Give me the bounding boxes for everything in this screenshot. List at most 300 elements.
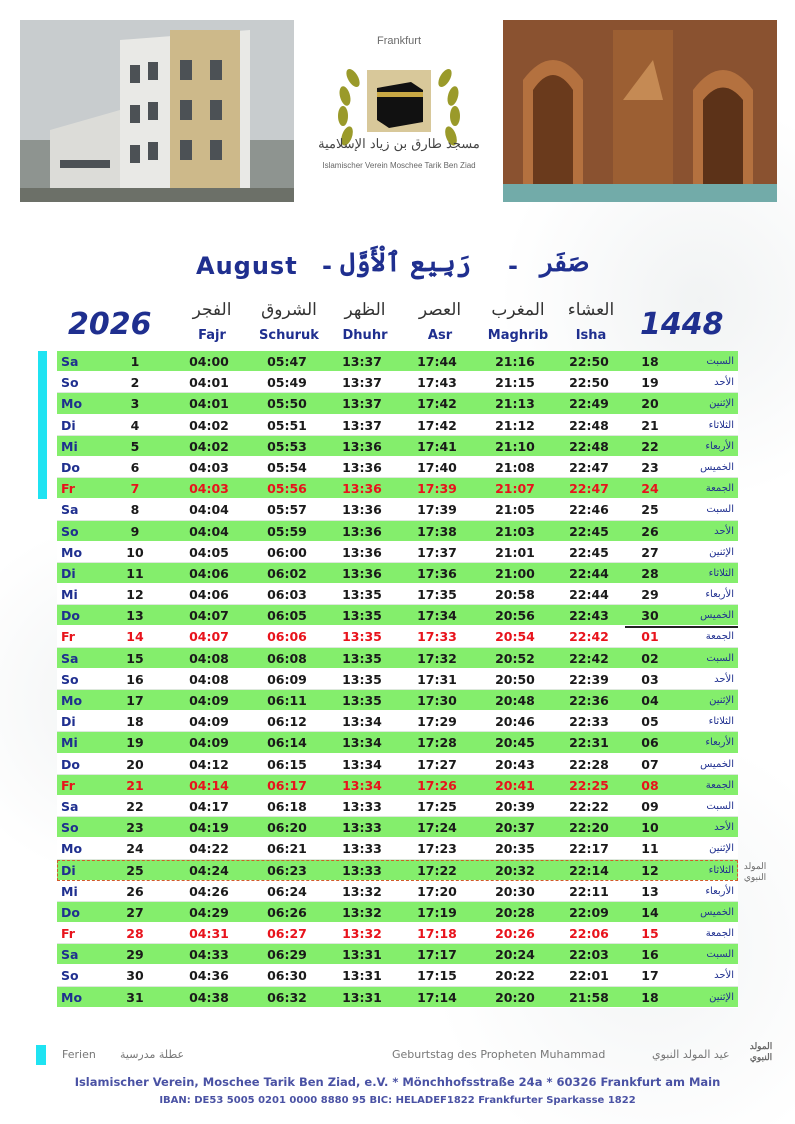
table-row bbox=[57, 457, 738, 478]
hijri-day-cell: 26 bbox=[641, 523, 659, 539]
day-cell: 20 bbox=[126, 756, 144, 772]
arabic-weekday-cell: الإثنين bbox=[709, 991, 734, 1003]
shur-cell: 05:53 bbox=[267, 438, 307, 454]
isha-cell: 22:46 bbox=[569, 502, 609, 518]
shur-cell: 06:12 bbox=[267, 714, 307, 730]
isha-cell: 22:43 bbox=[569, 608, 609, 624]
weekday-cell: Mi bbox=[61, 735, 78, 751]
title-separator: - bbox=[508, 252, 518, 280]
arabic-weekday-cell: الثلاثاء bbox=[708, 419, 734, 431]
isha-cell: 22:42 bbox=[569, 629, 609, 645]
day-cell: 30 bbox=[126, 968, 144, 984]
fajr-cell: 04:07 bbox=[189, 608, 229, 624]
dhuhr-cell: 13:36 bbox=[342, 523, 382, 539]
day-cell: 3 bbox=[130, 396, 140, 412]
day-cell: 17 bbox=[126, 693, 144, 708]
arabic-weekday-cell: الإثنين bbox=[709, 695, 734, 706]
dhuhr-cell: 13:35 bbox=[342, 671, 382, 687]
shur-cell: 06:24 bbox=[267, 883, 307, 899]
legend bbox=[0, 1042, 795, 1071]
arabic-weekday-cell: السبت bbox=[706, 356, 734, 367]
asr-cell: 17:18 bbox=[417, 926, 457, 942]
column-header-arabic: الشروق bbox=[261, 300, 317, 320]
isha-cell: 22:33 bbox=[569, 714, 609, 730]
dhuhr-cell: 13:37 bbox=[342, 417, 382, 433]
isha-cell: 22:25 bbox=[569, 777, 609, 793]
day-cell: 8 bbox=[130, 502, 140, 518]
dhuhr-cell: 13:36 bbox=[342, 544, 382, 560]
table-row bbox=[57, 499, 738, 520]
hijri-day-cell: 24 bbox=[641, 481, 659, 497]
day-cell: 14 bbox=[126, 629, 144, 645]
asr-cell: 17:44 bbox=[417, 354, 457, 369]
weekday-cell: Di bbox=[61, 862, 76, 878]
dhuhr-cell: 13:35 bbox=[342, 608, 382, 624]
hijri-day-cell: 29 bbox=[641, 587, 659, 603]
hijri-day-cell: 09 bbox=[641, 798, 659, 814]
asr-cell: 17:39 bbox=[417, 481, 457, 497]
magh-cell: 21:13 bbox=[495, 396, 535, 412]
shur-cell: 06:09 bbox=[267, 671, 307, 687]
arabic-weekday-cell: السبت bbox=[706, 652, 734, 664]
arabic-weekday-cell: الأحد bbox=[714, 970, 734, 982]
weekday-cell: So bbox=[61, 968, 79, 984]
magh-cell: 20:54 bbox=[495, 629, 535, 645]
legend-birthday-arabic: عيد المولد النبوي bbox=[652, 1048, 730, 1061]
day-cell: 4 bbox=[130, 417, 140, 433]
magh-cell: 21:03 bbox=[495, 523, 535, 539]
table-row bbox=[57, 838, 738, 859]
isha-cell: 22:22 bbox=[569, 798, 609, 814]
arabic-weekday-cell: الأحد bbox=[714, 377, 734, 389]
day-cell: 22 bbox=[126, 798, 144, 814]
shur-cell: 05:56 bbox=[267, 481, 307, 497]
table-row bbox=[57, 648, 738, 669]
weekday-cell: Fr bbox=[61, 926, 75, 942]
shur-cell: 06:23 bbox=[267, 862, 307, 878]
fajr-cell: 04:00 bbox=[189, 354, 229, 369]
gregorian-year: 2026 bbox=[68, 307, 152, 342]
arabic-weekday-cell: الأحد bbox=[714, 525, 734, 537]
fajr-cell: 04:02 bbox=[189, 417, 229, 433]
dhuhr-cell: 13:34 bbox=[342, 735, 382, 751]
weekday-cell: So bbox=[61, 820, 79, 836]
day-cell: 16 bbox=[126, 671, 144, 687]
table-row bbox=[57, 732, 738, 753]
asr-cell: 17:20 bbox=[417, 883, 457, 899]
magh-cell: 20:22 bbox=[495, 968, 535, 984]
shur-cell: 05:49 bbox=[267, 375, 307, 391]
fajr-cell: 04:03 bbox=[189, 459, 229, 475]
fajr-cell: 04:02 bbox=[189, 438, 229, 454]
arabic-weekday-cell: الخميس bbox=[700, 906, 734, 918]
hijri-month-first: صَفَر bbox=[540, 248, 590, 278]
asr-cell: 17:40 bbox=[417, 459, 457, 475]
weekday-cell: Do bbox=[61, 459, 80, 475]
isha-cell: 22:20 bbox=[569, 820, 609, 836]
arabic-weekday-cell: الثلاثاء bbox=[708, 864, 734, 876]
hijri-day-cell: 03 bbox=[641, 671, 659, 687]
fajr-cell: 04:24 bbox=[189, 862, 229, 878]
magh-cell: 21:01 bbox=[495, 544, 535, 560]
dhuhr-cell: 13:36 bbox=[342, 459, 382, 475]
table-row bbox=[57, 754, 738, 775]
column-header-isha bbox=[546, 300, 636, 343]
hijri-day-cell: 19 bbox=[641, 375, 659, 391]
logo-org-text: Islamischer Verein Moschee Tarik Ben Ziad bbox=[322, 161, 476, 170]
table-row bbox=[57, 393, 738, 414]
day-cell: 24 bbox=[126, 841, 144, 857]
fajr-cell: 04:04 bbox=[189, 502, 229, 518]
day-cell: 5 bbox=[130, 438, 140, 454]
arabic-weekday-cell: الجمعة bbox=[705, 779, 734, 791]
title-separator: - bbox=[322, 252, 332, 280]
weekday-cell: Fr bbox=[61, 481, 75, 497]
isha-cell: 22:28 bbox=[569, 756, 609, 772]
weekday-cell: Di bbox=[61, 417, 76, 433]
fajr-cell: 04:31 bbox=[189, 926, 229, 942]
arabic-weekday-cell: الأربعاء bbox=[705, 737, 734, 749]
day-cell: 31 bbox=[126, 989, 144, 1005]
weekday-cell: So bbox=[61, 671, 79, 687]
arabic-weekday-cell: الأحد bbox=[714, 673, 734, 685]
asr-cell: 17:28 bbox=[417, 735, 457, 751]
asr-cell: 17:42 bbox=[417, 396, 457, 412]
shur-cell: 05:54 bbox=[267, 459, 307, 475]
asr-cell: 17:30 bbox=[417, 693, 457, 708]
day-cell: 13 bbox=[126, 608, 144, 624]
dhuhr-cell: 13:36 bbox=[342, 502, 382, 518]
asr-cell: 17:22 bbox=[417, 862, 457, 878]
shur-cell: 06:29 bbox=[267, 947, 307, 963]
fajr-cell: 04:38 bbox=[189, 989, 229, 1005]
fajr-cell: 04:01 bbox=[189, 375, 229, 391]
table-row bbox=[57, 415, 738, 436]
dhuhr-cell: 13:35 bbox=[342, 629, 382, 645]
legend-holiday-label: Ferien bbox=[62, 1048, 96, 1061]
asr-cell: 17:38 bbox=[417, 523, 457, 539]
arabic-weekday-cell: الجمعة bbox=[705, 631, 734, 643]
dhuhr-cell: 13:34 bbox=[342, 714, 382, 730]
dhuhr-cell: 13:32 bbox=[342, 926, 382, 942]
shur-cell: 06:08 bbox=[267, 650, 307, 666]
isha-cell: 22:09 bbox=[569, 904, 609, 920]
mosque-building-photo bbox=[20, 20, 294, 202]
weekday-cell: Mo bbox=[61, 544, 83, 560]
hijri-day-cell: 13 bbox=[641, 883, 659, 899]
weekday-cell: Di bbox=[61, 565, 76, 581]
fajr-cell: 04:36 bbox=[189, 968, 229, 984]
hijri-day-cell: 27 bbox=[641, 544, 659, 560]
weekday-cell: Sa bbox=[61, 354, 79, 369]
legend-birthday-label: Geburtstag des Propheten Muhammad bbox=[392, 1048, 606, 1061]
mosque-logo bbox=[305, 18, 493, 206]
day-cell: 1 bbox=[130, 354, 140, 369]
arabic-weekday-cell: الجمعة bbox=[705, 928, 734, 940]
isha-cell: 22:45 bbox=[569, 544, 609, 560]
day-cell: 18 bbox=[126, 714, 144, 730]
fajr-cell: 04:06 bbox=[189, 587, 229, 603]
day-cell: 6 bbox=[130, 459, 140, 475]
column-header-german: Schuruk bbox=[259, 328, 319, 343]
magh-cell: 20:37 bbox=[495, 820, 535, 836]
asr-cell: 17:29 bbox=[417, 714, 457, 730]
logo-arabic-text: مسجد طارق بن زياد الإسلامية bbox=[318, 137, 480, 152]
hijri-day-cell: 30 bbox=[641, 608, 659, 624]
weekday-cell: So bbox=[61, 523, 79, 539]
magh-cell: 20:48 bbox=[495, 693, 535, 708]
dhuhr-cell: 13:33 bbox=[342, 798, 382, 814]
dhuhr-cell: 13:35 bbox=[342, 587, 382, 603]
magh-cell: 20:28 bbox=[495, 904, 535, 920]
arabic-weekday-cell: الخميس bbox=[700, 461, 734, 473]
shur-cell: 06:32 bbox=[267, 989, 307, 1005]
magh-cell: 20:39 bbox=[495, 798, 535, 814]
magh-cell: 21:00 bbox=[495, 565, 535, 581]
weekday-cell: Di bbox=[61, 714, 76, 730]
fajr-cell: 04:14 bbox=[189, 777, 229, 793]
hijri-day-cell: 04 bbox=[641, 693, 659, 708]
hijri-day-cell: 01 bbox=[641, 629, 659, 645]
shur-cell: 06:14 bbox=[267, 735, 307, 751]
shur-cell: 06:02 bbox=[267, 565, 307, 581]
asr-cell: 17:26 bbox=[417, 777, 457, 793]
day-cell: 27 bbox=[126, 904, 144, 920]
day-cell: 21 bbox=[126, 777, 144, 793]
table-row bbox=[57, 521, 738, 542]
fajr-cell: 04:09 bbox=[189, 693, 229, 708]
isha-cell: 22:48 bbox=[569, 438, 609, 454]
dhuhr-cell: 13:32 bbox=[342, 883, 382, 899]
hijri-day-cell: 15 bbox=[641, 926, 659, 942]
arabic-weekday-cell: الأحد bbox=[714, 822, 734, 834]
asr-cell: 17:42 bbox=[417, 417, 457, 433]
column-header-arabic: الفجر bbox=[192, 300, 232, 320]
arabic-weekday-cell: الخميس bbox=[700, 758, 734, 770]
asr-cell: 17:24 bbox=[417, 820, 457, 836]
arabic-weekday-cell: الإثنين bbox=[709, 843, 734, 855]
weekday-cell: So bbox=[61, 375, 79, 391]
shur-cell: 06:26 bbox=[267, 904, 307, 920]
asr-cell: 17:39 bbox=[417, 502, 457, 518]
hijri-year: 1448 bbox=[640, 307, 724, 342]
table-row bbox=[57, 923, 738, 944]
dhuhr-cell: 13:34 bbox=[342, 777, 382, 793]
table-row bbox=[57, 881, 738, 902]
weekday-cell: Mi bbox=[61, 587, 78, 603]
arabic-weekday-cell: الأربعاء bbox=[705, 440, 734, 452]
magh-cell: 20:43 bbox=[495, 756, 535, 772]
gregorian-month: August bbox=[196, 252, 298, 280]
hijri-day-cell: 25 bbox=[641, 502, 659, 518]
dhuhr-cell: 13:32 bbox=[342, 904, 382, 920]
hijri-day-cell: 05 bbox=[641, 714, 659, 730]
table-row bbox=[57, 669, 738, 690]
dhuhr-cell: 13:33 bbox=[342, 820, 382, 836]
isha-cell: 22:50 bbox=[569, 375, 609, 391]
table-row bbox=[57, 817, 738, 838]
dhuhr-cell: 13:37 bbox=[342, 354, 382, 369]
hijri-day-cell: 08 bbox=[641, 777, 659, 793]
magh-cell: 21:12 bbox=[495, 417, 535, 433]
day-cell: 10 bbox=[126, 544, 144, 560]
weekday-cell: Sa bbox=[61, 650, 79, 666]
asr-cell: 17:25 bbox=[417, 798, 457, 814]
weekday-cell: Mo bbox=[61, 841, 83, 857]
table-row bbox=[57, 436, 738, 457]
fajr-cell: 04:07 bbox=[189, 629, 229, 645]
magh-cell: 20:56 bbox=[495, 608, 535, 624]
hijri-day-cell: 14 bbox=[641, 904, 659, 920]
hijri-day-cell: 18 bbox=[641, 989, 659, 1005]
isha-cell: 22:48 bbox=[569, 417, 609, 433]
table-row bbox=[57, 563, 738, 584]
weekday-cell: Sa bbox=[61, 502, 79, 518]
asr-cell: 17:23 bbox=[417, 841, 457, 857]
asr-cell: 17:15 bbox=[417, 968, 457, 984]
weekday-cell: Sa bbox=[61, 947, 79, 963]
isha-cell: 22:47 bbox=[569, 481, 609, 497]
shur-cell: 05:47 bbox=[267, 354, 307, 369]
shur-cell: 05:50 bbox=[267, 396, 307, 412]
weekday-cell: Sa bbox=[61, 798, 79, 814]
table-row bbox=[57, 965, 738, 986]
weekday-cell: Fr bbox=[61, 777, 75, 793]
arabic-weekday-cell: الثلاثاء bbox=[708, 567, 734, 579]
fajr-cell: 04:33 bbox=[189, 947, 229, 963]
shur-cell: 06:11 bbox=[267, 693, 307, 708]
column-header-german: Dhuhr bbox=[342, 328, 388, 343]
magh-cell: 20:50 bbox=[495, 671, 535, 687]
arabic-weekday-cell: السبت bbox=[706, 800, 734, 812]
school-holiday-bar bbox=[38, 351, 47, 499]
column-header-german: Asr bbox=[427, 328, 453, 343]
isha-cell: 22:39 bbox=[569, 671, 609, 687]
isha-cell: 22:50 bbox=[569, 354, 609, 369]
fajr-cell: 04:04 bbox=[189, 523, 229, 539]
weekday-cell: Mi bbox=[61, 438, 78, 454]
magh-cell: 21:16 bbox=[495, 354, 535, 369]
magh-cell: 20:20 bbox=[495, 989, 535, 1005]
magh-cell: 20:52 bbox=[495, 650, 535, 666]
arabic-weekday-cell: الإثنين bbox=[709, 546, 734, 558]
table-row bbox=[57, 542, 738, 563]
isha-cell: 22:31 bbox=[569, 735, 609, 751]
legend-holiday-arabic: عطلة مدرسية bbox=[120, 1048, 185, 1061]
asr-cell: 17:27 bbox=[417, 756, 457, 772]
fajr-cell: 04:17 bbox=[189, 798, 229, 814]
shur-cell: 06:18 bbox=[267, 798, 307, 814]
fajr-cell: 04:06 bbox=[189, 565, 229, 581]
magh-cell: 21:05 bbox=[495, 502, 535, 518]
hijri-month-second: رَبِيع ٱلْأَوَّل bbox=[340, 248, 471, 278]
column-header-german: Maghrib bbox=[487, 328, 549, 343]
fajr-cell: 04:22 bbox=[189, 841, 229, 857]
table-row bbox=[57, 860, 738, 881]
fajr-cell: 04:05 bbox=[189, 544, 229, 560]
dhuhr-cell: 13:37 bbox=[342, 396, 382, 412]
shur-cell: 05:59 bbox=[267, 523, 307, 539]
fajr-cell: 04:08 bbox=[189, 671, 229, 687]
month-title bbox=[0, 248, 795, 288]
dhuhr-cell: 13:31 bbox=[342, 947, 382, 963]
magh-cell: 20:41 bbox=[495, 777, 535, 793]
mawlid-marker-icon: المولد النبوي bbox=[743, 862, 767, 883]
fajr-cell: 04:08 bbox=[189, 650, 229, 666]
hijri-month-boundary-line bbox=[625, 626, 738, 628]
isha-cell: 22:36 bbox=[569, 693, 609, 708]
arabic-weekday-cell: الأربعاء bbox=[705, 589, 734, 601]
day-cell: 29 bbox=[126, 947, 144, 963]
footer-bank: IBAN: DE53 5005 0201 0000 8880 95 BIC: HELADEF1822 Frankfurter Sparkasse 1822 bbox=[159, 1095, 636, 1106]
isha-cell: 22:11 bbox=[569, 883, 609, 899]
dhuhr-cell: 13:35 bbox=[342, 650, 382, 666]
shur-cell: 06:30 bbox=[267, 968, 307, 984]
table-row bbox=[57, 351, 738, 372]
weekday-cell: Do bbox=[61, 608, 80, 624]
shur-cell: 05:51 bbox=[267, 417, 307, 433]
asr-cell: 17:32 bbox=[417, 650, 457, 666]
arabic-weekday-cell: الجمعة bbox=[705, 483, 734, 495]
asr-cell: 17:17 bbox=[417, 947, 457, 963]
table-row bbox=[57, 584, 738, 605]
shur-cell: 06:06 bbox=[267, 629, 307, 645]
asr-cell: 17:37 bbox=[417, 544, 457, 560]
magh-cell: 20:45 bbox=[495, 735, 535, 751]
weekday-cell: Mo bbox=[61, 396, 83, 412]
dhuhr-cell: 13:33 bbox=[342, 862, 382, 878]
footer-address: Islamischer Verein, Moschee Tarik Ben Ziad, e.V. * Mönchhofsstraße 24a * 60326 Frankfurt am Main bbox=[74, 1075, 721, 1089]
column-header-arabic: العشاء bbox=[567, 300, 615, 320]
isha-cell: 22:06 bbox=[569, 926, 609, 942]
shur-cell: 06:21 bbox=[267, 841, 307, 857]
fajr-cell: 04:26 bbox=[189, 883, 229, 899]
dhuhr-cell: 13:36 bbox=[342, 438, 382, 454]
weekday-cell: Mo bbox=[61, 693, 83, 708]
isha-cell: 22:42 bbox=[569, 650, 609, 666]
fajr-cell: 04:19 bbox=[189, 820, 229, 836]
magh-cell: 20:35 bbox=[495, 841, 535, 857]
arabic-weekday-cell: الثلاثاء bbox=[708, 716, 734, 728]
hijri-day-cell: 06 bbox=[641, 735, 659, 751]
fajr-cell: 04:12 bbox=[189, 756, 229, 772]
table-row bbox=[57, 478, 738, 499]
table-row bbox=[57, 944, 738, 965]
magh-cell: 21:15 bbox=[495, 375, 535, 391]
hijri-day-cell: 20 bbox=[641, 396, 659, 412]
dhuhr-cell: 13:31 bbox=[342, 989, 382, 1005]
dhuhr-cell: 13:33 bbox=[342, 841, 382, 857]
hijri-day-cell: 07 bbox=[641, 756, 659, 772]
magh-cell: 21:08 bbox=[495, 459, 535, 475]
hijri-day-cell: 10 bbox=[641, 820, 659, 836]
column-header-arabic: العصر bbox=[418, 300, 462, 320]
hijri-day-cell: 12 bbox=[641, 862, 659, 878]
isha-cell: 22:44 bbox=[569, 565, 609, 581]
hijri-day-cell: 22 bbox=[641, 438, 659, 454]
column-header-german: Isha bbox=[575, 328, 607, 343]
asr-cell: 17:43 bbox=[417, 375, 457, 391]
magh-cell: 20:30 bbox=[495, 883, 535, 899]
hijri-day-cell: 02 bbox=[641, 650, 659, 666]
isha-cell: 22:17 bbox=[569, 841, 609, 857]
isha-cell: 22:44 bbox=[569, 587, 609, 603]
hijri-day-cell: 28 bbox=[641, 565, 659, 581]
magh-cell: 20:58 bbox=[495, 587, 535, 603]
isha-cell: 21:58 bbox=[569, 989, 609, 1005]
magh-cell: 20:32 bbox=[495, 862, 535, 878]
weekday-cell: Do bbox=[61, 756, 80, 772]
